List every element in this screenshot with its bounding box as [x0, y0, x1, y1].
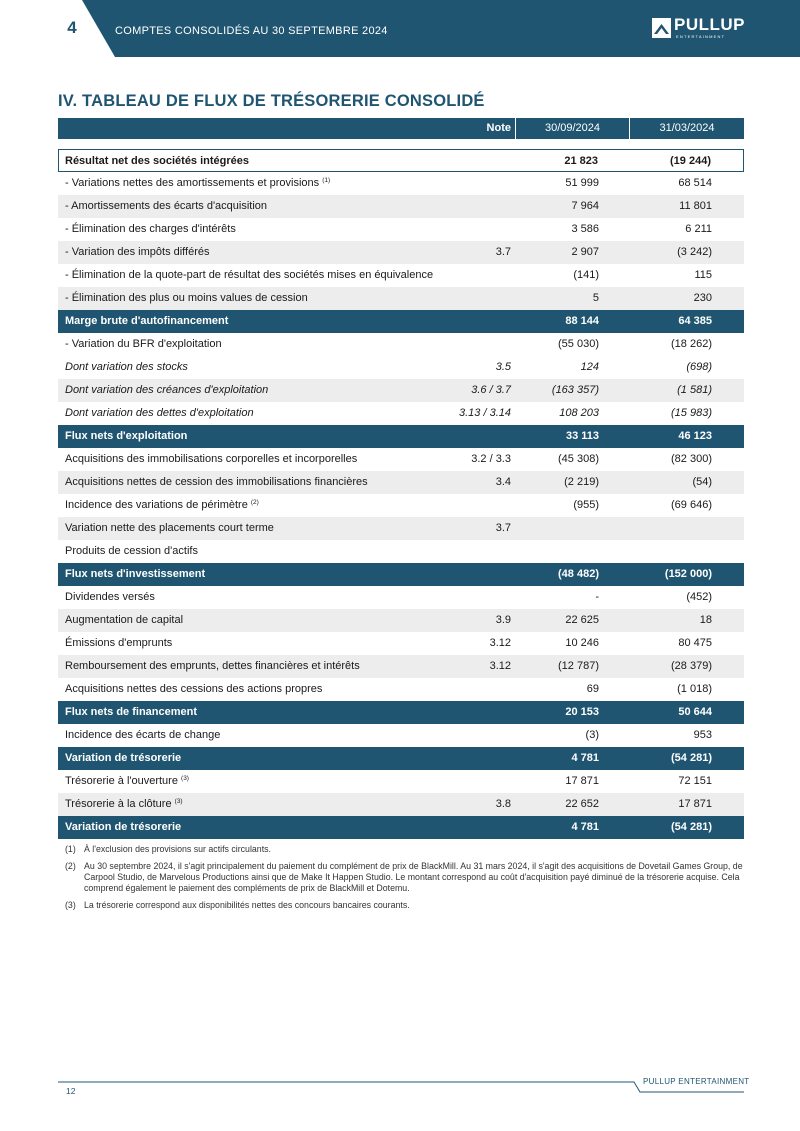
row-value-previous: 64 385	[678, 315, 712, 327]
footer-rule	[58, 1081, 744, 1093]
row-value-current: 69	[586, 683, 599, 695]
table-row	[58, 218, 744, 241]
table-row	[58, 402, 744, 425]
row-label: Émissions d'emprunts	[65, 637, 173, 649]
row-value-previous: 18	[699, 614, 712, 626]
row-value-current: (955)	[573, 499, 599, 511]
row-value-previous: 230	[693, 292, 712, 304]
row-value-previous: (69 646)	[671, 499, 712, 511]
table-row	[58, 747, 744, 770]
row-value-current: 10 246	[565, 637, 599, 649]
row-value-current: (12 787)	[558, 660, 599, 672]
table-row	[58, 425, 744, 448]
row-label: Remboursement des emprunts, dettes financières et intérêts	[65, 660, 360, 672]
table-row	[58, 356, 744, 379]
table-row	[58, 678, 744, 701]
row-value-previous: (15 983)	[671, 407, 712, 419]
table-row	[58, 770, 744, 793]
chapter-number: 4	[67, 18, 77, 37]
header-current-period: 30/09/2024	[515, 118, 629, 139]
row-note: 3.7	[495, 246, 511, 258]
footnote-text: À l'exclusion des provisions sur actifs circulants.	[84, 844, 271, 854]
row-value-current: 124	[580, 361, 599, 373]
header-previous-period: 31/03/2024	[629, 118, 744, 139]
table-row	[58, 471, 744, 494]
footnote-mark: (1)	[65, 844, 76, 854]
row-value-current: (3)	[585, 729, 599, 741]
row-value-previous: (152 000)	[664, 568, 712, 580]
row-label: - Variations nettes des amortissements et provisions $^{(1)}$	[65, 177, 331, 189]
logo-wordmark: PULLUP	[674, 15, 745, 34]
row-value-previous: (54 281)	[671, 752, 712, 764]
footnote-ref: (2)	[250, 499, 259, 506]
row-label: Produits de cession d'actifs	[65, 545, 198, 557]
row-value-previous: (1 581)	[677, 384, 712, 396]
row-label: Résultat net des sociétés intégrées	[65, 155, 250, 167]
row-label: - Élimination des plus ou moins values de cession	[65, 292, 308, 304]
row-value-current: 22 652	[565, 798, 599, 810]
row-value-current: 2 907	[571, 246, 599, 258]
row-label: Flux nets d'exploitation	[65, 430, 188, 442]
row-value-current: (55 030)	[558, 338, 599, 350]
table-row	[58, 172, 744, 195]
row-value-current: 4 781	[571, 821, 599, 833]
footnotes	[65, 844, 745, 917]
table-row	[58, 724, 744, 747]
row-value-current: 88 144	[565, 315, 599, 327]
row-value-current: 108 203	[559, 407, 599, 419]
logo-subtext: ENTERTAINMENT	[676, 34, 726, 39]
footnote	[65, 900, 745, 911]
row-label: - Variation du BFR d'exploitation	[65, 338, 222, 350]
row-value-previous: (54 281)	[671, 821, 712, 833]
row-label: Dont variation des dettes d'exploitation	[65, 407, 254, 419]
row-label: - Amortissements des écarts d'acquisition	[65, 200, 268, 212]
row-label: Dividendes versés	[65, 591, 155, 603]
row-label: Trésorerie à la clôture $^{(3)}$	[65, 798, 183, 810]
row-note: 3.5	[495, 361, 511, 373]
row-value-current: (141)	[573, 269, 599, 281]
row-value-previous: (54)	[692, 476, 712, 488]
row-value-previous: 46 123	[678, 430, 712, 442]
row-value-previous: 80 475	[678, 637, 712, 649]
footnote-ref: (1)	[322, 177, 331, 184]
footnote-mark: (3)	[65, 900, 76, 910]
row-label: Variation de trésorerie	[65, 821, 182, 833]
table-header	[58, 118, 744, 139]
footnote-mark: (2)	[65, 861, 76, 871]
row-label: Augmentation de capital	[65, 614, 184, 626]
row-label: Dont variation des créances d'exploitation	[65, 384, 269, 396]
row-value-current: 3 586	[571, 223, 599, 235]
row-value-current: 20 153	[565, 706, 599, 718]
row-note: 3.13 / 3.14	[459, 407, 511, 419]
table-row	[58, 655, 744, 678]
row-value-current: 21 823	[564, 155, 598, 167]
row-label: Flux nets de financement	[65, 706, 198, 718]
header-note: Note	[486, 122, 511, 134]
row-note: 3.7	[495, 522, 511, 534]
row-value-current: 51 999	[565, 177, 599, 189]
row-value-previous: 68 514	[678, 177, 712, 189]
footer-brand: PULLUP ENTERTAINMENT	[643, 1077, 750, 1086]
table-row	[58, 195, 744, 218]
cash-flow-table	[58, 118, 744, 833]
row-label: Incidence des variations de périmètre $^{(2)}$	[65, 499, 259, 511]
row-value-previous: (82 300)	[671, 453, 712, 465]
row-label: Acquisitions des immobilisations corporelles et incorporelles	[65, 453, 358, 465]
row-value-current: 5	[592, 292, 599, 304]
row-value-current: (45 308)	[558, 453, 599, 465]
table-row	[58, 494, 744, 517]
section-title: IV. TABLEAU DE FLUX DE TRÉSORERIE CONSOLIDÉ	[58, 92, 485, 110]
row-note: 3.2 / 3.3	[471, 453, 511, 465]
row-value-previous: (452)	[686, 591, 712, 603]
table-row	[58, 333, 744, 356]
row-value-previous: (18 262)	[671, 338, 712, 350]
table-body	[58, 149, 744, 839]
footnote-ref: (3)	[174, 798, 183, 805]
row-label: Incidence des écarts de change	[65, 729, 221, 741]
row-value-previous: 6 211	[685, 223, 712, 235]
row-value-current: 4 781	[571, 752, 599, 764]
row-note: 3.9	[495, 614, 511, 626]
footnote-ref: (3)	[181, 775, 189, 782]
row-label: - Élimination de la quote-part de résultat des sociétés mises en équivalence	[65, 269, 434, 281]
row-note: 3.12	[489, 637, 511, 649]
row-label: - Variation des impôts différés	[65, 246, 210, 258]
row-value-previous: 115	[694, 269, 712, 281]
row-label: Flux nets d'investissement	[65, 568, 206, 580]
table-row	[58, 563, 744, 586]
page-number: 12	[66, 1086, 76, 1096]
logo-mark-icon	[652, 18, 671, 38]
row-value-current: 33 113	[565, 430, 599, 442]
row-label: - Élimination des charges d'intérêts	[65, 223, 236, 235]
footnote	[65, 861, 745, 894]
row-note: 3.4	[495, 476, 511, 488]
table-row	[58, 149, 744, 172]
footnote-text: Au 30 septembre 2024, il s'agit principalement du paiement du complément de prix de BlackMill. Au 31 mars 2024, il s'agit des acquisitions de Dovetail Games Group, de Carpool Studio, de Marvelous Productions ainsi que de Make It Happen Studio. Le montant correspond au coût d'acquisition payé diminué de la trésorerie acquise. Cela comprend également le paiement des compléments de prix de BlackMill et Dotemu.	[84, 861, 743, 893]
row-label: Acquisitions nettes de cession des immobilisations financières	[65, 476, 368, 488]
row-value-previous: (3 242)	[677, 246, 712, 258]
row-value-previous: 953	[693, 729, 712, 741]
row-note: 3.6 / 3.7	[471, 384, 511, 396]
row-label: Variation de trésorerie	[65, 752, 182, 764]
row-value-previous: 11 801	[679, 200, 712, 212]
table-row	[58, 793, 744, 816]
table-row	[58, 448, 744, 471]
row-value-current: 7 964	[571, 200, 599, 212]
row-note: 3.12	[489, 660, 511, 672]
row-value-previous: 72 151	[678, 775, 712, 787]
table-row	[58, 632, 744, 655]
row-label: Acquisitions nettes des cessions des actions propres	[65, 683, 323, 695]
row-value-current: 22 625	[565, 614, 599, 626]
table-row	[58, 701, 744, 724]
row-value-current: 17 871	[565, 775, 599, 787]
row-note: 3.8	[495, 798, 511, 810]
row-label: Marge brute d'autofinancement	[65, 315, 229, 327]
table-row	[58, 287, 744, 310]
row-value-current: (2 219)	[564, 476, 599, 488]
footnote	[65, 844, 745, 855]
chapter-tab	[0, 0, 115, 57]
pullup-logo	[652, 15, 745, 40]
row-label: Trésorerie à l'ouverture $^{(3)}$	[65, 775, 189, 787]
row-value-previous: (1 018)	[677, 683, 712, 695]
row-value-current: -	[595, 591, 599, 603]
row-value-previous: (19 244)	[670, 155, 711, 167]
row-value-previous: (28 379)	[671, 660, 712, 672]
row-value-previous: (698)	[686, 361, 712, 373]
table-row	[58, 540, 744, 563]
row-value-previous: 17 871	[678, 798, 712, 810]
row-label: Variation nette des placements court terme	[65, 522, 274, 534]
table-row	[58, 816, 744, 839]
row-value-current: (48 482)	[558, 568, 599, 580]
table-row	[58, 264, 744, 287]
table-row	[58, 517, 744, 540]
header-title: COMPTES CONSOLIDÉS AU 30 SEPTEMBRE 2024	[115, 25, 388, 37]
table-row	[58, 379, 744, 402]
table-row	[58, 310, 744, 333]
table-row	[58, 609, 744, 632]
footnote-text: La trésorerie correspond aux disponibilités nettes des concours bancaires courants.	[84, 900, 410, 910]
table-row	[58, 586, 744, 609]
row-value-current: (163 357)	[551, 384, 599, 396]
row-value-previous: 50 644	[678, 706, 712, 718]
table-row	[58, 241, 744, 264]
row-label: Dont variation des stocks	[65, 361, 188, 373]
